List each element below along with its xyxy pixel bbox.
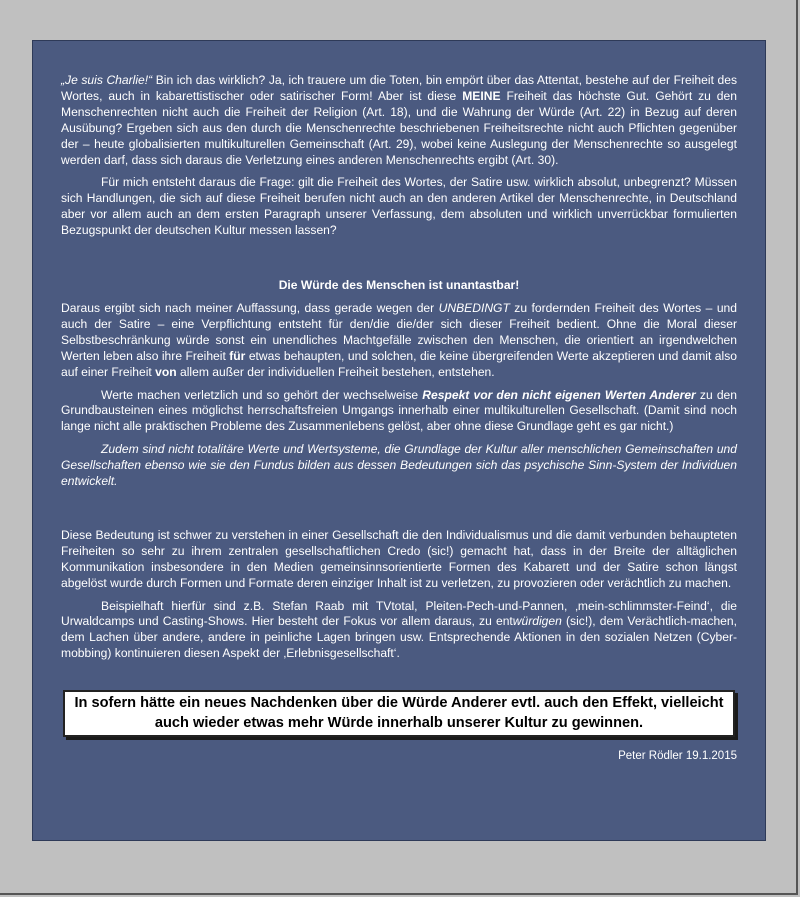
paragraph-7-text-b: (sic!), dem Verächtlich-machen, dem Lachen über andere, andere in peinliche Lagen bringen usw. Entsprechende Aktionen in den sozialen Netzen (Cyber-mobbing) kontinuieren diesen Aspekt der ‚Erlebnisgesellschaft‘.: [61, 614, 737, 661]
conclusion-box: In sofern hätte ein neues Nachdenken über die Würde Anderer evtl. auch den Effekt, vielleicht auch wieder etwas mehr Würde innerhalb unserer Kultur zu gewinnen.: [63, 690, 735, 737]
paragraph-1-text-a: Bin ich das wirklich? Ja, ich trauere um die Toten, bin empört über das Attentat, bestehe auf der Freiheit des Wortes, auch in kabarettistischer oder satirischer Form! Aber ist diese: [61, 73, 737, 103]
emphasis-unbedingt: UNBEDINGT: [438, 300, 510, 315]
paragraph-2: Für mich entsteht daraus die Frage: gilt die Freiheit des Wortes, der Satire usw. wirklich absolut, unbegrenzt? Müssen sich Handlungen, die sich auf diese Freiheit berufen nicht auch an den anderen Artikel der Menschenrechte, in Deutschland aber vor allem auch an dem ersten Paragraph unserer Verfassung, dem absoluten und wirklich unverrückbar formulierten Bezugspunkt der deutschen Kultur messen lassen?: [61, 175, 737, 238]
emphasis-wuerdigen: würdigen: [512, 614, 562, 629]
paragraph-3-text-c: etwas behaupten, und solchen, die keine übergreifenden Werte akzeptieren und damit also auf einer Freiheit: [61, 348, 737, 379]
emphasis-respekt: Respekt vor den nicht eigenen Werten Anderer: [422, 387, 696, 402]
paragraph-7-text-a: Beispielhaft hierfür sind z.B. Stefan Raab mit TVtotal, Pleiten-Pech-und-Pannen, ‚mein-schlimmster-Feind‘, die Urwaldcamps und Casting-Shows. Hier besteht der Fokus vor allem daraus, zu ent: [61, 598, 737, 629]
paragraph-5: Zudem sind nicht totalitäre Werte und Wertsysteme, die Grundlage der Kultur aller menschlichen Gemeinschaften und Gesellschaften ebenso wie sie den Fundus bilden aus dessen Bedeutungen sich das psychische Sinn-System der Individuen entwickelt.: [61, 442, 737, 489]
paragraph-1: [61, 73, 737, 168]
paragraph-4-text-a: Werte machen verletzlich und so gehört der wechselweise: [101, 387, 423, 402]
paragraph-4-text-b: zu den Grundbausteinen eines möglichst herrschaftsfreien Umgangs innerhalb einer multikulturellen Gesellschaft. (Damit sind noch lange nicht alle praktischen Probleme des Zusammenlebens gelöst, aber ohne diese Grundlage geht es gar nicht.): [61, 387, 737, 434]
emphasis-meine: MEINE: [462, 88, 501, 103]
document-panel: [32, 40, 766, 841]
emphasis-von: von: [155, 364, 177, 379]
charlie-quote: „Je suis Charlie!“: [61, 73, 153, 87]
paragraph-3-text-d: allem außer der individuellen Freiheit bestehen, entstehen.: [176, 364, 495, 379]
paragraph-3-text-a: Daraus ergibt sich nach meiner Auffassung, dass gerade wegen der: [61, 300, 439, 315]
section-heading: Die Würde des Menschen ist unantastbar!: [278, 278, 520, 293]
paragraph-6: Diese Bedeutung ist schwer zu verstehen in einer Gesellschaft die den Individualismus und die damit verbunden behaupteten Freiheiten so sehr zu ihrem zentralen gesellschaftlichen Credo (sic!) gemacht hat, dass in der Breite der alltäglichen Kommunikation insbesondere in den Medien gemeinsinnsorientierte Formen des Kabarett und der Satire schon längst abgelöst wurde durch Formen und Formate deren einziger Inhalt ist zu verletzen, zu provozieren oder verächtlich zu machen.: [61, 527, 737, 590]
paragraph-1-text-b: Freiheit das höchste Gut. Gehört zu den Menschenrechten nicht auch die Freiheit der Religion (Art. 18), und die Wahrung der Würde (Art. 22) in Bezug auf deren Ausübung? Ergeben sich aus den durch die Menschenrechte beschriebenen Freiheitsrechte nicht auch Pflichten gegenüber der – heute globalisierten multikulturellen Gemeinschaft (Art. 29), wobei keine Auslegung der Menschenrechte so ausgelegt werden darf, dass sich daraus die Verletzung eines anderen Menschenrechts ergibt (Art. 30).: [61, 88, 737, 167]
paragraph-7: [61, 599, 737, 663]
paragraph-3: [61, 301, 737, 381]
emphasis-fuer: für: [229, 348, 246, 363]
paragraph-3-text-b: zu fordernden Freiheit des Wortes – und auch der Satire – eine Verpflichtung entsteht für den/die die/der sich dieser Freiheit bedient. Ohne die Moral dieser Selbstbeschränkung würde sonst ein unendliches Machtgefälle zwischen den Menschen, die orientiert an irgendwelchen Werten leben also ihre Freiheit: [61, 300, 738, 363]
signature: Peter Rödler 19.1.2015: [618, 750, 737, 763]
paragraph-4: [61, 388, 737, 436]
